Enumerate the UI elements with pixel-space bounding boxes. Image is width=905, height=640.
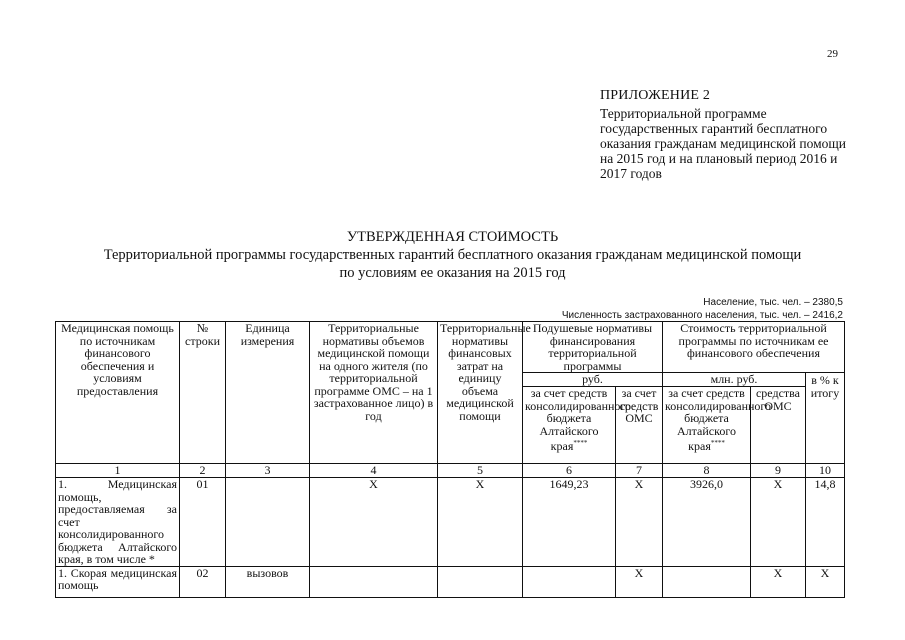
row-cell-9: Х: [751, 566, 806, 597]
row-unit: вызовов: [226, 566, 310, 597]
table-row: [56, 566, 845, 597]
page-number: 29: [827, 48, 838, 60]
row-cell-8: 3926,0: [663, 478, 751, 567]
header-col7: за счет средств ОМС: [616, 387, 663, 464]
header-col8-text: за счет средств консолидированного бюджета Алтайского края: [665, 386, 772, 453]
colnum-4: 4: [310, 464, 438, 478]
subtitle-line-1: Территориальной программы государственных гарантий бесплатного оказания гражданам медицинской помощи: [103, 247, 802, 263]
header-col5: Территориальные нормативы финансовых затрат на единицу объема медицинской помощи: [438, 322, 523, 464]
header-col6: [523, 386, 632, 464]
row-cell-9: Х: [751, 478, 806, 567]
colnum-7: 7: [616, 464, 663, 478]
row-cell-10: 14,8: [806, 478, 845, 567]
row-cell-4: Х: [310, 478, 438, 567]
header-col9: средства ОМС: [751, 387, 806, 464]
insured-population-note: Численность застрахованного населения, тыс. чел. – 2416,2: [561, 310, 843, 321]
header-col2: № строки: [180, 322, 226, 464]
colnum-5: 5: [438, 464, 523, 478]
row-cell-7: Х: [616, 566, 663, 597]
header-col8: [663, 386, 772, 464]
document-title: УТВЕРЖДЕННАЯ СТОИМОСТЬ: [346, 229, 559, 245]
row-cell-7: Х: [616, 478, 663, 567]
header-col4: Территориальные нормативы объемов медицинской помощи на одного жителя (по территориальной программе ОМС – на 1 застрахованное лицо) в год: [310, 322, 438, 464]
table-row: [56, 478, 845, 567]
colnum-8: 8: [663, 464, 751, 478]
row-cell-5: Х: [438, 478, 523, 567]
colnum-6: 6: [523, 464, 616, 478]
header-row-1: [56, 322, 845, 373]
header-col10: в % к итогу: [806, 373, 845, 464]
row-cell-4: [310, 566, 438, 597]
header-col3: Единица измерения: [226, 322, 310, 464]
header-col6-text: за счет средств консолидированного бюджета Алтайского края: [525, 386, 632, 453]
row-cell-6: [523, 566, 616, 597]
header-group1-unit: руб.: [523, 373, 663, 387]
header-col8-mark: ****: [710, 439, 725, 447]
row-label: 1. Скорая медицинская помощь: [56, 566, 180, 597]
colnum-2: 2: [180, 464, 226, 478]
header-col1: Медицинская помощь по источникам финансового обеспечения и условиям предоставления: [56, 322, 180, 464]
header-group2-unit: млн. руб.: [663, 373, 806, 387]
row-unit: [226, 478, 310, 567]
row-label: 1. Медицинская помощь, предоставляемая за счет консолидированного бюджета Алтайского края, в том числе *: [56, 478, 180, 567]
colnum-10: 10: [806, 464, 845, 478]
row-number: 01: [180, 478, 226, 567]
colnum-1: 1: [56, 464, 180, 478]
row-cell-5: [438, 566, 523, 597]
subtitle-line-2: по условиям ее оказания на 2015 год: [339, 265, 566, 281]
row-cell-8: [663, 566, 751, 597]
population-note: Население, тыс. чел. – 2380,5: [703, 297, 843, 308]
row-cell-6: 1649,23: [523, 478, 616, 567]
row-number: 02: [180, 566, 226, 597]
header-group1: Подушевые нормативы финансирования территориальной программы: [523, 322, 663, 373]
header-col6-mark: ****: [573, 439, 588, 447]
colnum-9: 9: [751, 464, 806, 478]
colnum-3: 3: [226, 464, 310, 478]
row-cell-10: Х: [806, 566, 845, 597]
header-group2: Стоимость территориальной программы по источникам ее финансового обеспечения: [663, 322, 845, 373]
document-subtitle: [40, 246, 865, 282]
appendix-subtitle: Территориальной программе государственных гарантий бесплатного оказания гражданам медицинской помощи на 2015 год и на плановый период 2016 и 2017 годов: [600, 106, 847, 181]
cost-table: [55, 321, 845, 598]
appendix-title: ПРИЛОЖЕНИЕ 2: [600, 88, 711, 103]
column-number-row: [56, 464, 845, 478]
